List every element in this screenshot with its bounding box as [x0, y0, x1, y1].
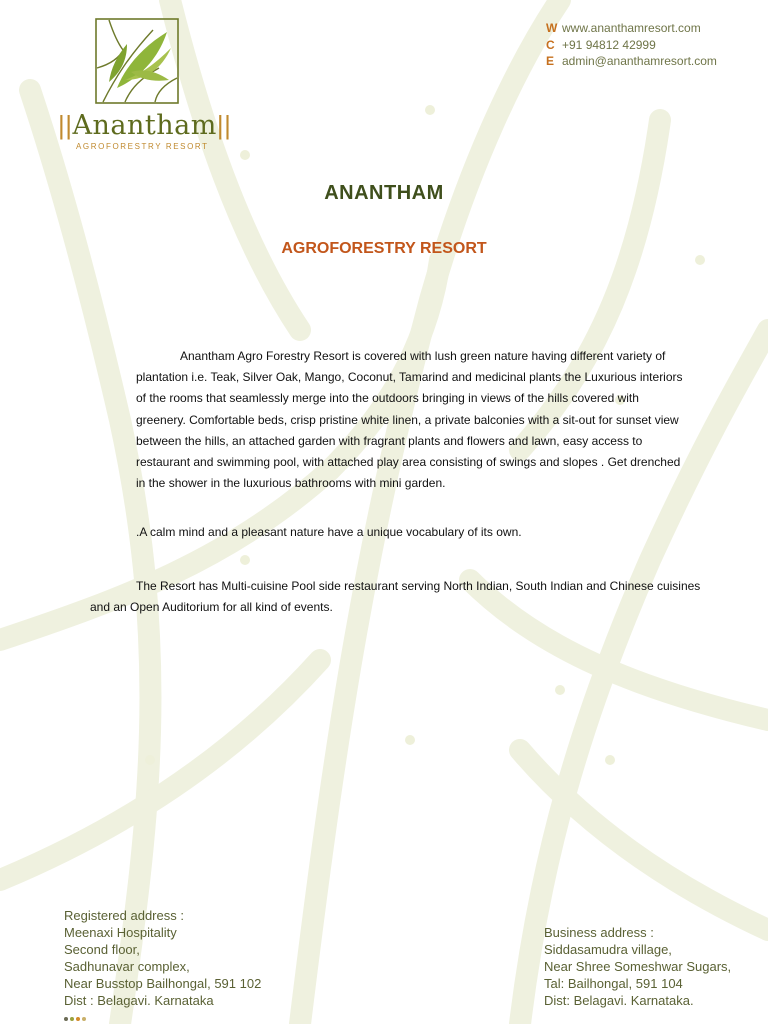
business-address-heading: Business address : [544, 925, 654, 940]
contact-email-value[interactable]: admin@ananthamresort.com [562, 54, 717, 68]
registered-address-line: Near Busstop Bailhongal, 591 102 [64, 975, 262, 991]
logo-bars-left: || [58, 110, 73, 140]
dot-2 [70, 1017, 74, 1021]
registered-address-line: Sadhunavar complex, [64, 958, 190, 974]
paragraph-1-text: Anantham Agro Forestry Resort is covered with lush green nature having different variety of plantation i.e. Teak, Silver Oak, Mango, Coconut, Tamarind and medicinal plants the Luxurious interiors of the rooms that seamlessly merge into the outdoors bringing in views of the hills covered with greenery. Comfortable beds, crisp pristine white linen, a private balconies with a sit-out for sunset view between the hills, an attached garden with fragrant plants and flowers and lawn, easy access to restaurant and swimming pool, with attached play area consisting of swings and slopes . Get drenched in the shower in the luxurious bathrooms with mini garden. [136, 349, 683, 491]
paragraph-description [136, 346, 684, 494]
paragraph-quote: .A calm mind and a pleasant nature have a unique vocabulary of its own. [136, 525, 522, 539]
logo-wordmark [58, 110, 232, 146]
page-subtitle: AGROFORESTRY RESORT [281, 240, 487, 257]
business-address [544, 925, 764, 1010]
dot-1 [64, 1017, 68, 1021]
registered-address-line: Second floor, [64, 941, 140, 957]
contact-phone [546, 37, 756, 54]
registered-address-line: Meenaxi Hospitality [64, 924, 177, 940]
resort-logo-icon [95, 18, 179, 104]
paragraph-3-text: The Resort has Multi-cuisine Pool side restaurant serving North Indian, South Indian and Chinese cuisines and an Open Auditorium for all kind of events. [90, 579, 701, 615]
business-address-line: Siddasamudra village, [544, 941, 672, 957]
registered-address-heading: Registered address : [64, 908, 184, 923]
contact-website-value[interactable]: www.ananthamresort.com [562, 21, 701, 35]
registered-address [64, 908, 324, 1009]
contact-key-c: C [546, 37, 555, 52]
contact-block [546, 20, 756, 70]
contact-email [546, 53, 756, 70]
logo-bars-right: || [216, 110, 232, 140]
page-title: ANANTHAM [324, 182, 444, 204]
contact-key-w: W [546, 21, 558, 35]
contact-website [546, 20, 756, 37]
paragraph-amenities [90, 576, 710, 618]
contact-key-e: E [546, 54, 555, 68]
business-address-line: Tal: Bailhongal, 591 104 [544, 975, 683, 991]
logo-name: Anantham [72, 110, 217, 141]
logo-tagline: AGROFORESTRY RESORT [76, 142, 209, 151]
registered-address-line: Dist : Belagavi. Karnataka [64, 992, 214, 1008]
decorative-dots [64, 1017, 104, 1023]
contact-phone-value[interactable]: +91 94812 42999 [562, 37, 656, 52]
dot-3 [76, 1017, 80, 1021]
dot-4 [82, 1017, 86, 1021]
business-address-line: Dist: Belagavi. Karnataka. [544, 992, 694, 1008]
business-address-line: Near Shree Someshwar Sugars, [544, 958, 732, 974]
